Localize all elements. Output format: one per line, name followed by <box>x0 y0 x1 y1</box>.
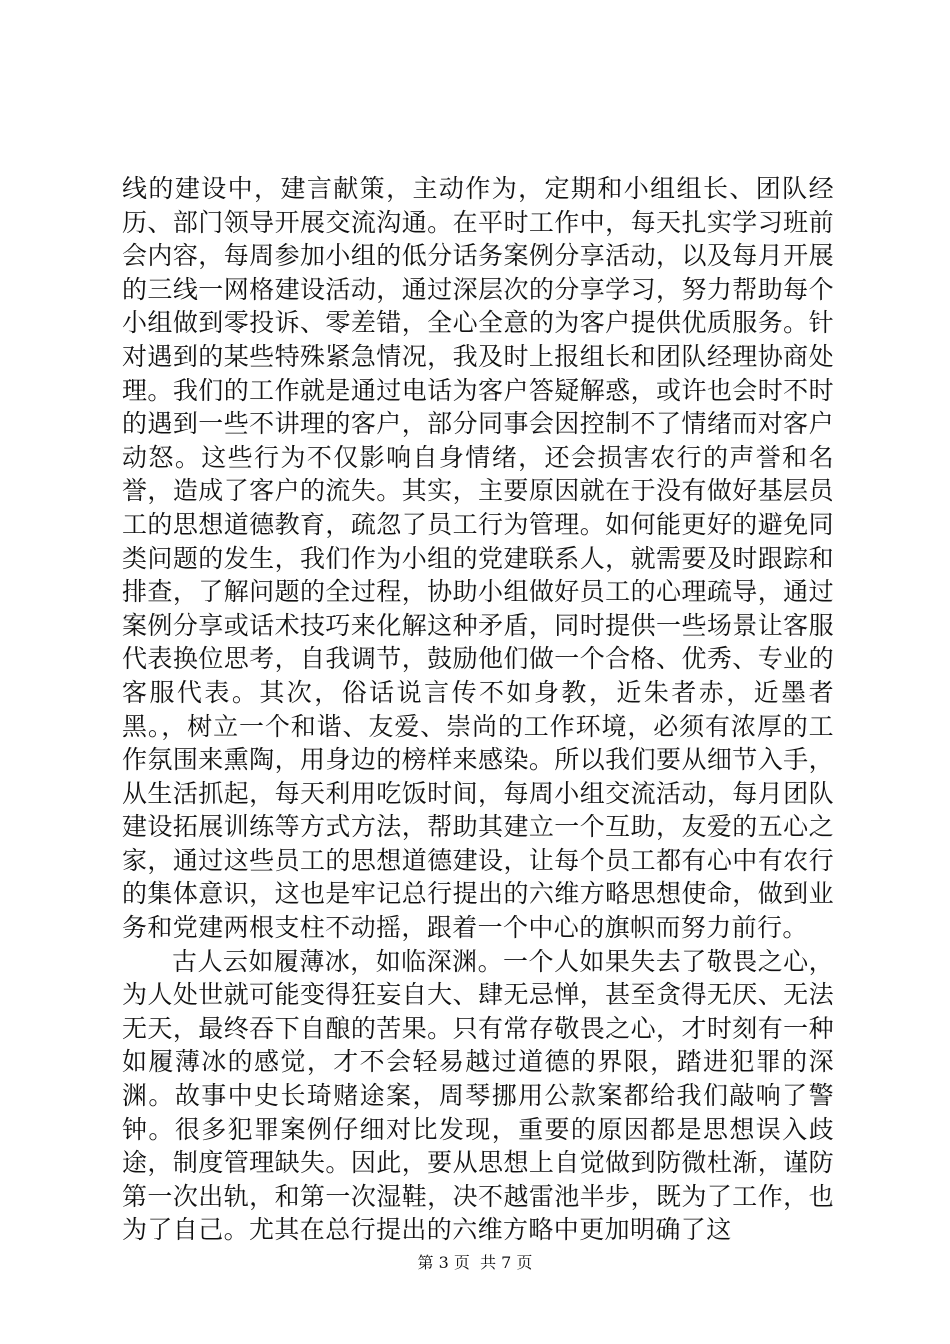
paragraph-1: 线的建设中，建言献策，主动作为，定期和小组组长、团队经历、部门领导开展交流沟通。在平时工作中，每天扎实学习班前会内容，每周参加小组的低分话务案例分享活动，以及每月开展的三线一网格建设活动，通过深层次的分享学习，努力帮助每个小组做到零投诉、零差错，全心全意的为客户提供优质服务。针对遇到的某些特殊紧急情况，我及时上报组长和团队经理协商处理。我们的工作就是通过电话为客户答疑解惑，或许也会时不时的遇到一些不讲理的客户，部分同事会因控制不了情绪而对客户动怒。这些行为不仅影响自身情绪，还会损害农行的声誉和名誉，造成了客户的流失。其实，主要原因就在于没有做好基层员工的思想道德教育，疏忽了员工行为管理。如何能更好的避免同类问题的发生，我们作为小组的党建联系人，就需要及时跟踪和排查，了解问题的全过程，协助小组做好员工的心理疏导，通过案例分享或话术技巧来化解这种矛盾，同时提供一些场景让客服代表换位思考，自我调节，鼓励他们做一个合格、优秀、专业的客服代表。其次，俗话说言传不如身教，近朱者赤，近墨者黑。，树立一个和谐、友爱、崇尚的工作环境，必须有浓厚的工作氛围来熏陶，用身边的榜样来感染。所以我们要从细节入手，从生活抓起，每天利用吃饭时间，每周小组交流活动，每月团队建设拓展训练等方式方法，帮助其建立一个互助，友爱的五心之家，通过这些员工的思想道德建设，让每个员工都有心中有农行的集体意识，这也是牢记总行提出的六维方略思想使命，做到业务和党建两根支柱不动摇，跟着一个中心的旗帜而努力前行。 <box>122 174 834 943</box>
page-footer: 第 3 页 共 7 页 <box>417 1253 533 1272</box>
paragraph-2: 古人云如履薄冰，如临深渊。一个人如果失去了敬畏之心，为人处世就可能变得狂妄自大、肆无忌惮，甚至贪得无厌、无法无天，最终吞下自酿的苦果。只有常存敬畏之心，才时刻有一种如履薄冰的感觉，才不会轻易越过道德的界限，踏进犯罪的深渊。故事中史长琦赌途案，周琴挪用公款案都给我们敲响了警钟。很多犯罪案例仔细对比发现，重要的原因都是思想误入歧途，制度管理缺失。因此，要从思想上自觉做到防微杜渐，谨防第一次出轨，和第一次湿鞋，决不越雷池半步，既为了工作，也为了自己。尤其在总行提出的六维方略中更加明确了这 <box>122 946 834 1245</box>
document-body <box>122 172 834 1247</box>
